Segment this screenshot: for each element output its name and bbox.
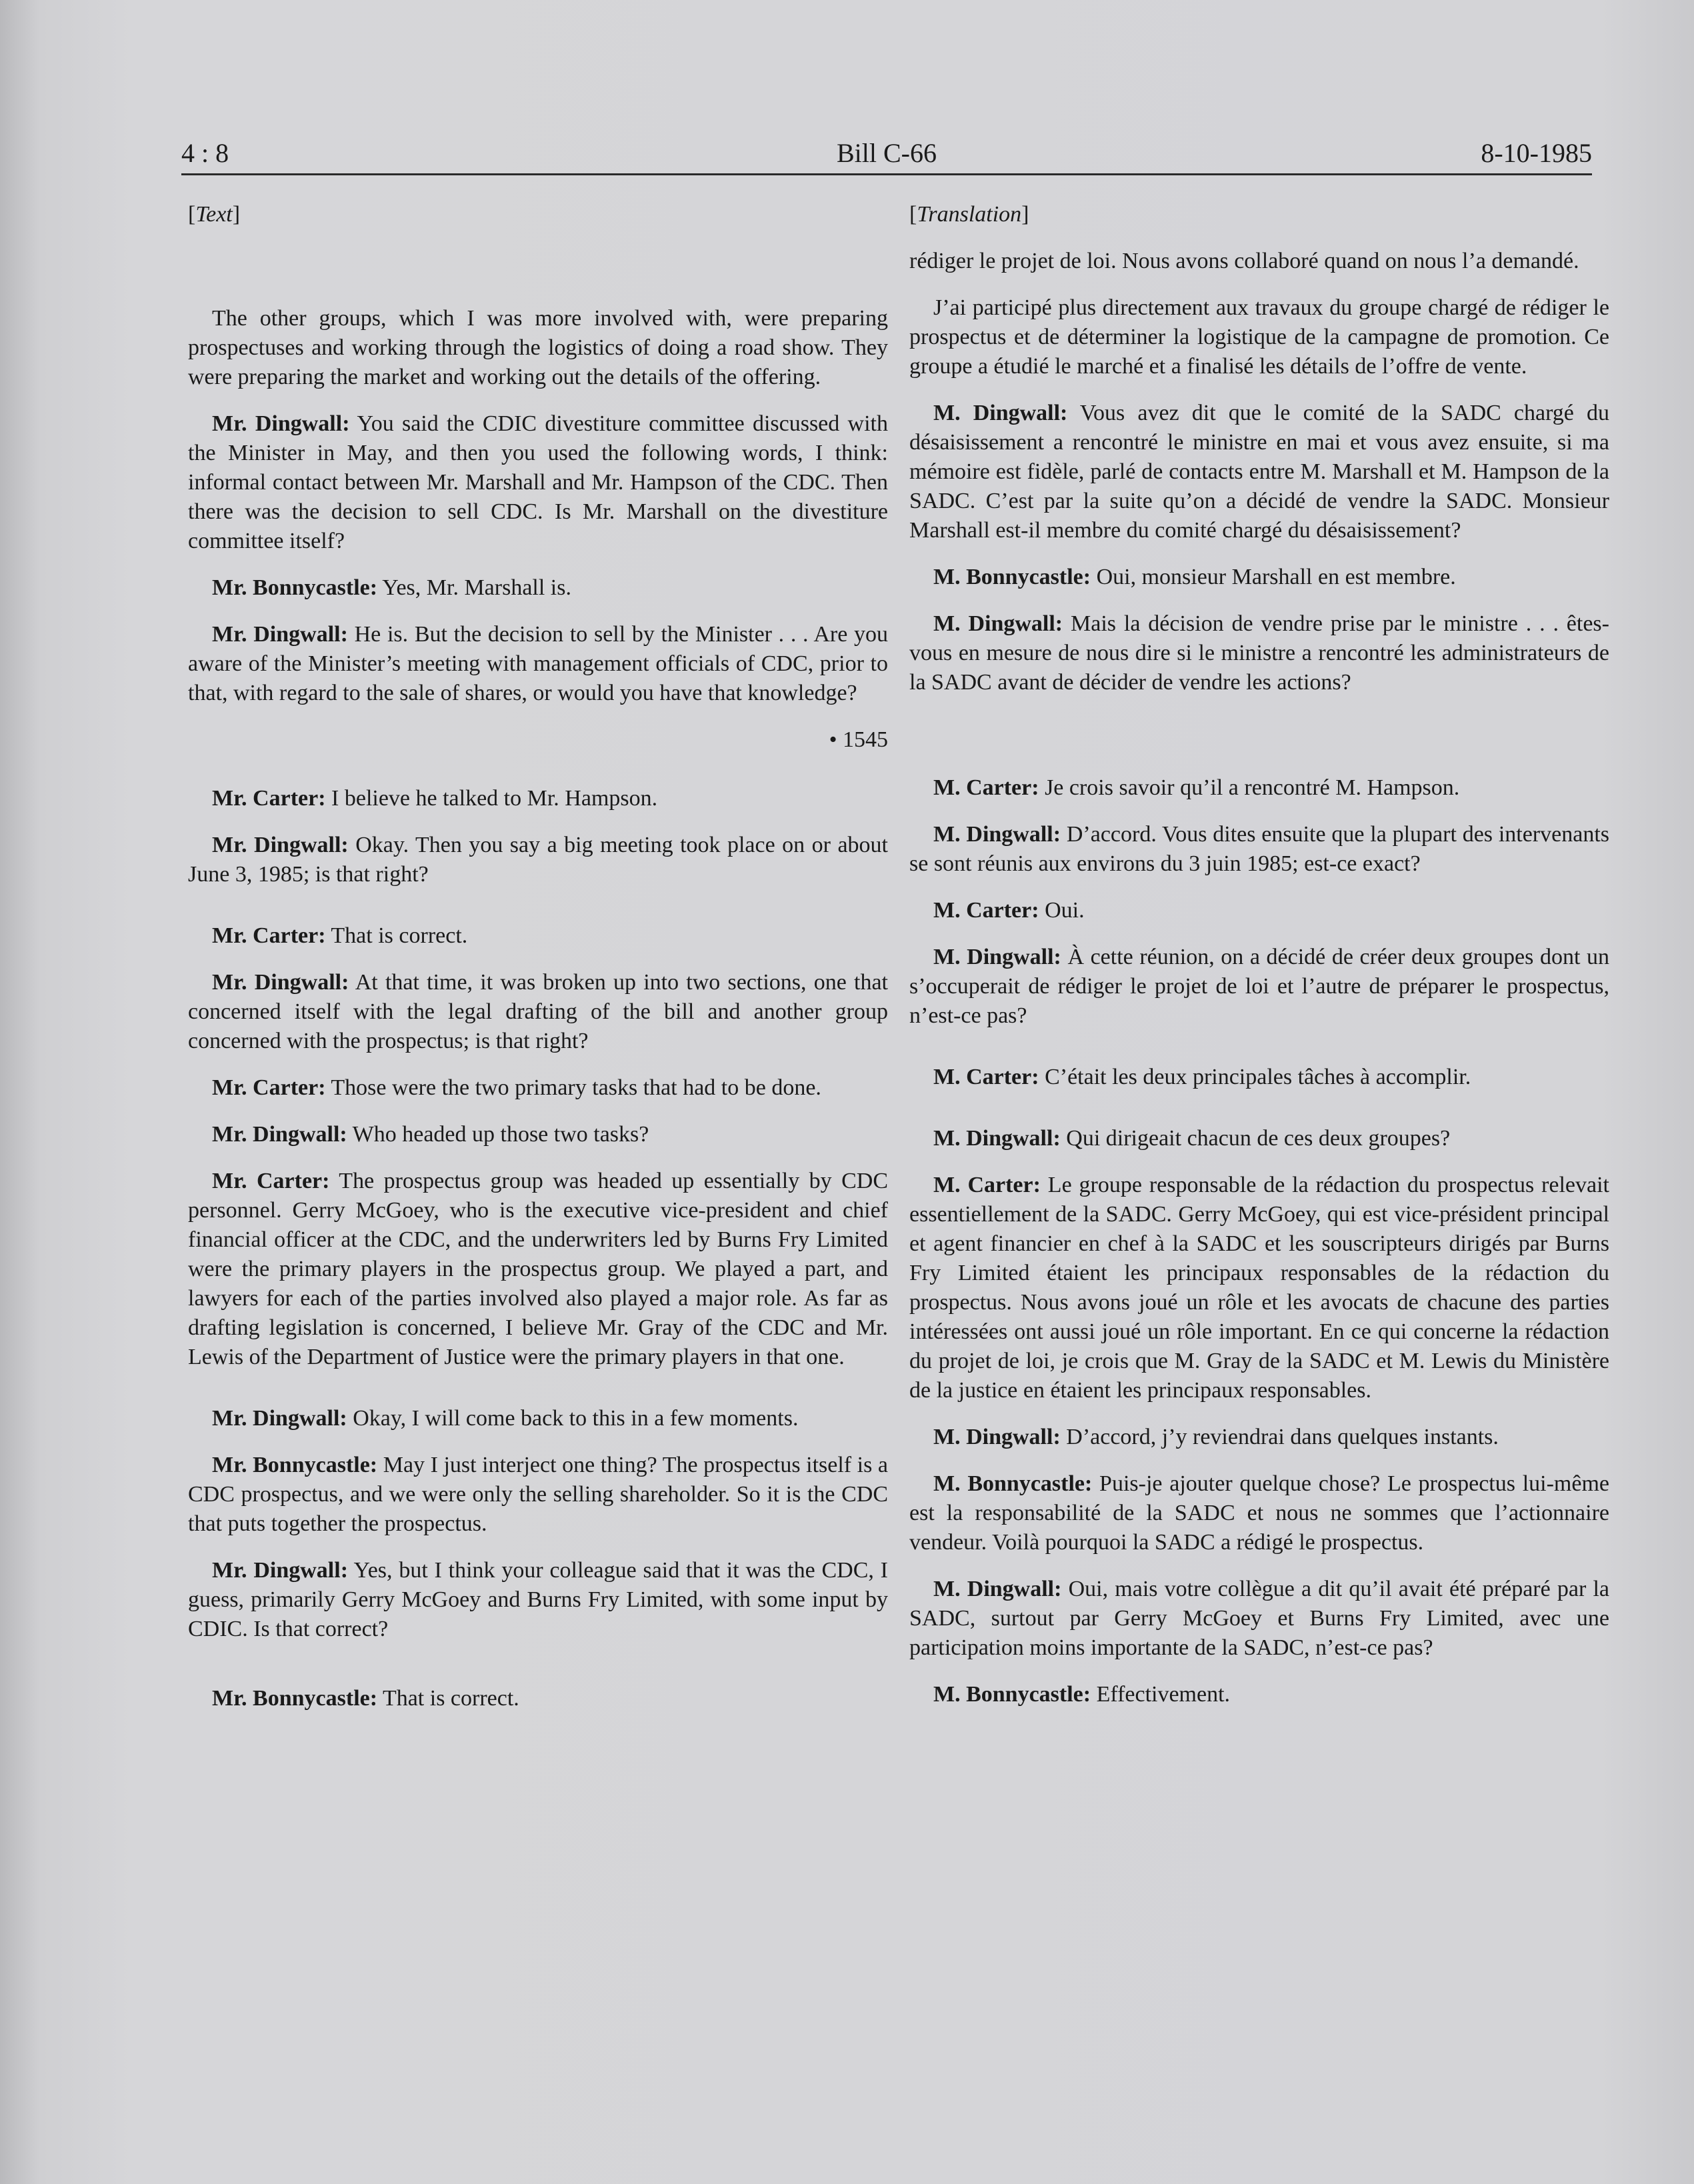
speaker: M. Dingwall: bbox=[933, 1425, 1061, 1449]
paragraph: M. Carter: C’était les deux principales tâches à accomplir. bbox=[933, 1065, 1471, 1089]
speaker: M. Bonnycastle: bbox=[933, 1471, 1093, 1496]
paragraph: M. Carter: Le groupe responsable de la rédaction du prospectus relevait essentiellement de la SADC. Gerry McGoey, qui est vice-président principal et agent financier en chef à la SADC et les souscripteurs dirigés par Burns Fry Limited étaient les principaux responsables de la rédaction du prospectus. Nous avons joué un rôle et les avocats de chacune des parties intéressées ont aussi joué un rôle important. En ce qui concerne la rédaction du projet de loi, je crois que M. Gray de la SADC et M. Lewis du Ministère de la justice en étaient les principaux responsables. bbox=[909, 1173, 1609, 1403]
paragraph: Mr. Dingwall: Yes, but I think your colleague said that it was the CDC, I guess, primarily Gerry McGoey and Burns Fry Limited, with some input by CDIC. Is that correct? bbox=[188, 1558, 888, 1641]
speaker: M. Dingwall: bbox=[933, 822, 1061, 847]
paragraph: Mr. Carter: I believe he talked to Mr. Hampson. bbox=[212, 786, 658, 811]
speaker: M. Carter: bbox=[933, 1173, 1041, 1197]
page-number: 4 : 8 bbox=[181, 138, 229, 168]
bill-title: Bill C-66 bbox=[836, 138, 937, 168]
paragraph: Mr. Dingwall: Okay, I will come back to this in a few moments. bbox=[212, 1406, 799, 1431]
paragraph: M. Bonnycastle: Oui, monsieur Marshall en est membre. bbox=[933, 565, 1456, 589]
paragraph: M. Dingwall: D’accord. Vous dites ensuite que la plupart des intervenants se sont réunis aux environs du 3 juin 1985; est-ce exact? bbox=[909, 822, 1609, 876]
paragraph: M. Dingwall: Mais la décision de vendre prise par le ministre . . . êtes-vous en mesure de nous dire si le ministre a rencontré les administrateurs de la SADC avant de décider de vendre les actions? bbox=[909, 611, 1609, 695]
speaker: Mr. Bonnycastle: bbox=[212, 1686, 378, 1711]
paragraph: Mr. Carter: That is correct. bbox=[212, 923, 468, 948]
column-label: [Text] bbox=[188, 202, 241, 227]
paragraph: Mr. Bonnycastle: That is correct. bbox=[212, 1686, 519, 1711]
paragraph: M. Dingwall: D’accord, j’y reviendrai dans quelques instants. bbox=[933, 1425, 1499, 1449]
paragraph: Mr. Bonnycastle: Yes, Mr. Marshall is. bbox=[212, 575, 571, 600]
speaker: M. Dingwall: bbox=[933, 401, 1068, 425]
paragraph: Mr. Carter: The prospectus group was headed up essentially by CDC personnel. Gerry McGoey, who is the executive vice-president and chief financial officer at the CDC, and the underwriters led by Burns Fry Limited were the primary players in the prospectus group. We played a part, and lawyers for each of the parties involved also played a major role. As far as drafting legislation is concerned, I believe Mr. Gray of the CDC and Mr. Lewis of the Department of Justice were the primary players in that one. bbox=[188, 1169, 889, 1369]
paragraph: Mr. Dingwall: He is. But the decision to sell by the Minister . . . Are you aware of the Minister’s meeting with management officials of CDC, prior to that, with regard to the sale of shares, or would you have that knowledge? bbox=[188, 622, 888, 705]
speaker: M. Bonnycastle: bbox=[933, 1682, 1091, 1707]
paragraph: Mr. Dingwall: Okay. Then you say a big meeting took place on or about June 3, 1985; is that right? bbox=[188, 833, 888, 887]
speaker: Mr. Carter: bbox=[212, 1075, 326, 1100]
time-marker: • 1545 bbox=[829, 727, 888, 752]
speaker: M. Carter: bbox=[933, 775, 1039, 800]
paragraph: Mr. Bonnycastle: May I just interject one thing? The prospectus itself is a CDC prospectus, and we were only the selling shareholder. So it is the CDC that puts together the prospectus. bbox=[188, 1453, 889, 1536]
spacer bbox=[188, 247, 888, 304]
speaker: M. Bonnycastle: bbox=[933, 565, 1091, 589]
speaker: Mr. Dingwall: bbox=[212, 411, 350, 436]
paragraph: M. Carter: Je crois savoir qu’il a rencontré M. Hampson. bbox=[933, 775, 1460, 800]
paragraph: The other groups, which I was more involved with, were preparing prospectuses and working through the logistics of doing a road show. They were preparing the market and working out the details of the offering. bbox=[188, 306, 888, 389]
header-date: 8-10-1985 bbox=[1481, 138, 1592, 168]
paragraph: M. Bonnycastle: Effectivement. bbox=[933, 1682, 1231, 1707]
speaker: Mr. Dingwall: bbox=[212, 1122, 347, 1147]
paragraph: Mr. Dingwall: Who headed up those two tasks? bbox=[212, 1122, 649, 1147]
speaker: Mr. Dingwall: bbox=[212, 833, 349, 857]
paragraph: M. Dingwall: Vous avez dit que le comité de la SADC chargé du désaisissement a rencontré le ministre en mai et vous avez ensuite, si ma mémoire est fidèle, parlé de contacts entre M. Marshall et M. Hampson de la SADC. C’est par la suite qu’on a décidé de vendre la SADC. Monsieur Marshall est-il membre du comité chargé du désaisissement? bbox=[909, 401, 1609, 543]
paragraph: Mr. Dingwall: At that time, it was broken up into two sections, one that concerned itself with the legal drafting of the bill and another group concerned with the prospectus; is that right? bbox=[188, 970, 888, 1053]
header-rule bbox=[181, 173, 1592, 175]
speaker: M. Dingwall: bbox=[933, 945, 1061, 969]
speaker: Mr. Dingwall: bbox=[212, 1558, 349, 1583]
speaker: M. Carter: bbox=[933, 898, 1039, 923]
speaker: Mr. Dingwall: bbox=[212, 970, 349, 995]
paragraph: M. Bonnycastle: Puis-je ajouter quelque chose? Le prospectus lui-même est la responsabilité de la SADC et nous ne sommes que l’actionnaire vendeur. Voilà pourquoi la SADC a rédigé le prospectus. bbox=[909, 1471, 1609, 1555]
paragraph: M. Carter: Oui. bbox=[933, 898, 1085, 923]
page-header bbox=[181, 137, 1592, 175]
french-column bbox=[909, 200, 1609, 1727]
speaker: Mr. Bonnycastle: bbox=[212, 1453, 378, 1477]
paragraph: M. Dingwall: Oui, mais votre collègue a dit qu’il avait été préparé par la SADC, surtout par Gerry McGoey et Burns Fry Limited, avec une participation moins importante de la SADC, n’est-ce pas? bbox=[909, 1577, 1609, 1660]
paragraph: J’ai participé plus directement aux travaux du groupe chargé de rédiger le prospectus et de déterminer la logistique de la campagne de promotion. Ce groupe a étudié le marché et a finalisé les détails de l’offre de vente. bbox=[909, 295, 1609, 379]
paragraph: rédiger le projet de loi. Nous avons collaboré quand on nous l’a demandé. bbox=[909, 249, 1579, 273]
paragraph: Mr. Carter: Those were the two primary tasks that had to be done. bbox=[212, 1075, 821, 1100]
speaker: M. Dingwall: bbox=[933, 1126, 1061, 1151]
speaker: M. Carter: bbox=[933, 1065, 1039, 1089]
paragraph: Mr. Dingwall: You said the CDIC divestiture committee discussed with the Minister in May, and then you used the following words, I think: informal contact between Mr. Marshall and Mr. Hampson of the CDC. Then there was the decision to sell CDC. Is Mr. Marshall on the divestiture committee itself? bbox=[188, 411, 888, 553]
speaker: M. Dingwall: bbox=[933, 611, 1063, 636]
speaker: Mr. Dingwall: bbox=[212, 1406, 347, 1431]
paragraph: M. Dingwall: À cette réunion, on a décidé de créer deux groupes dont un s’occuperait de rédiger le projet de loi et l’autre de préparer le prospectus, n’est-ce pas? bbox=[909, 945, 1609, 1028]
speaker: Mr. Bonnycastle: bbox=[212, 575, 378, 600]
english-column bbox=[188, 200, 888, 1731]
speaker: Mr. Carter: bbox=[212, 923, 326, 948]
speaker: Mr. Dingwall: bbox=[212, 622, 348, 647]
speaker: Mr. Carter: bbox=[212, 786, 326, 811]
speaker: M. Dingwall: bbox=[933, 1577, 1062, 1601]
paragraph: M. Dingwall: Qui dirigeait chacun de ces deux groupes? bbox=[933, 1126, 1451, 1151]
speaker: Mr. Carter: bbox=[212, 1169, 330, 1193]
column-label: [Translation] bbox=[909, 202, 1029, 227]
